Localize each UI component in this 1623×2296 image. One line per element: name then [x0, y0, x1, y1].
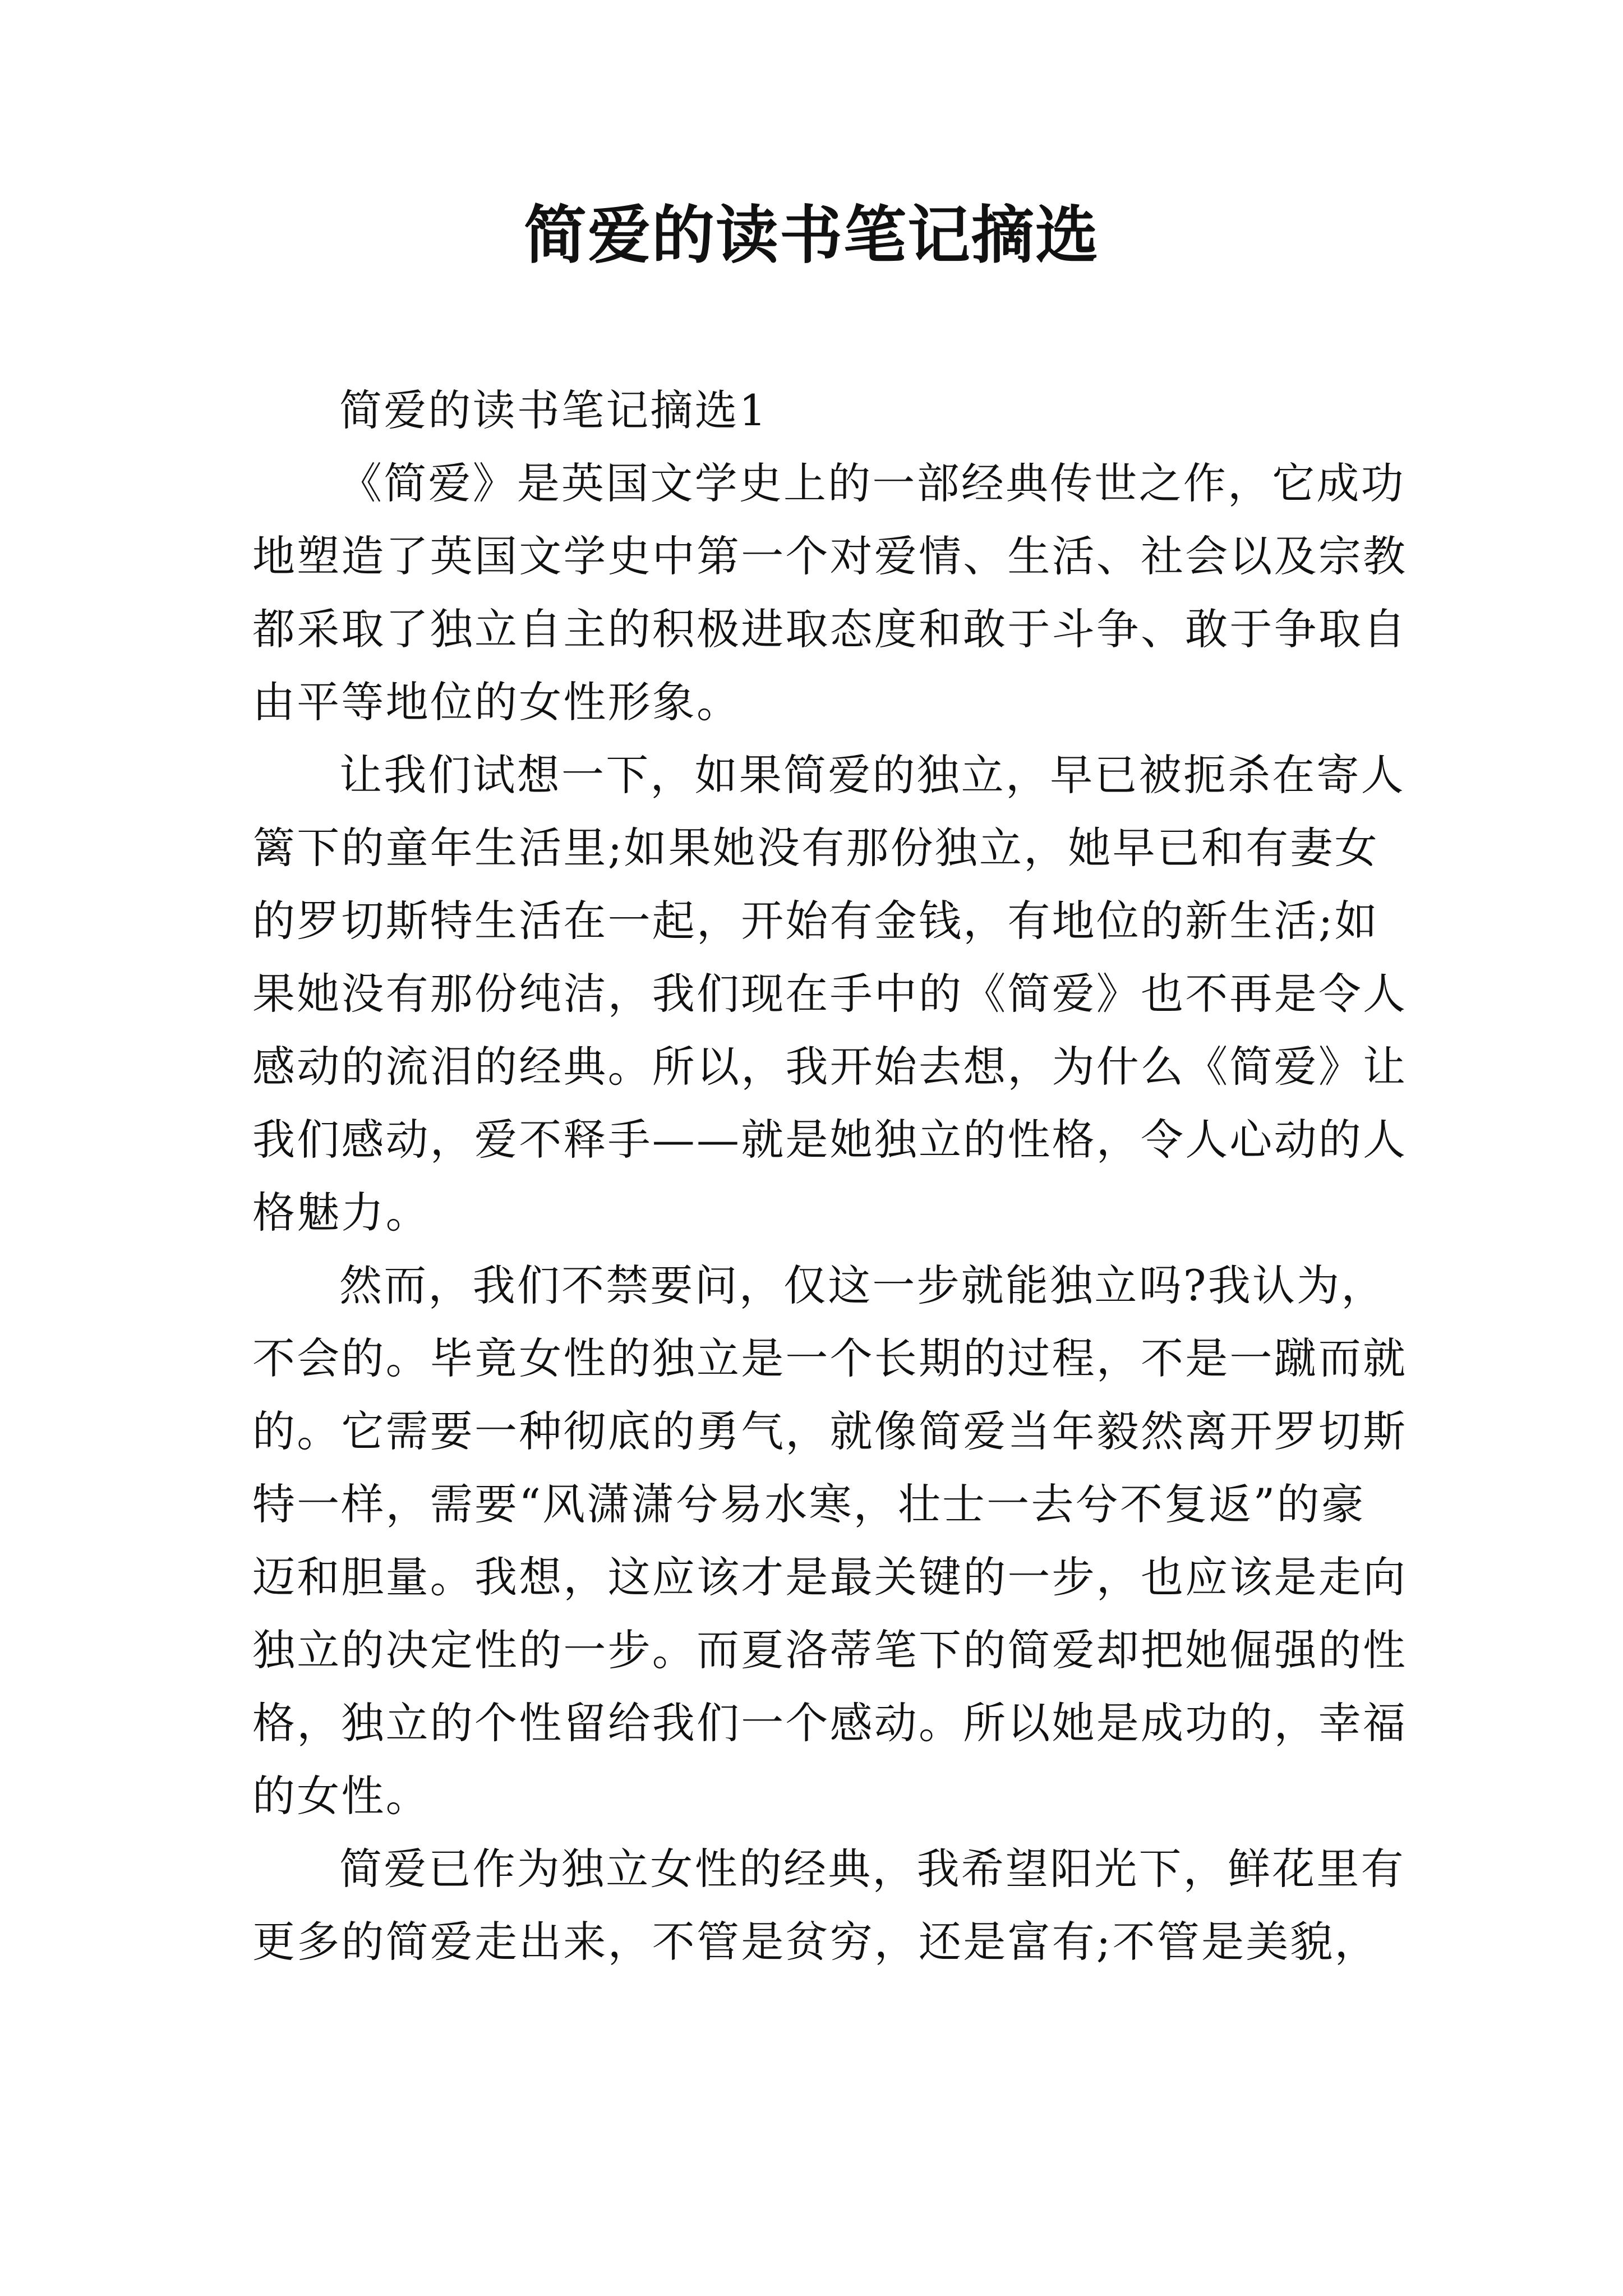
text-line: 篱下的童年生活里;如果她没有那份独立，她早已和有妻女	[252, 823, 1379, 873]
document-title: 简爱的读书笔记摘选	[524, 199, 1099, 272]
text-line: 我们感动，爱不释手——就是她独立的性格，令人心动的人	[252, 1115, 1408, 1165]
text-line: 更多的简爱走出来，不管是贫穷，还是富有;不管是美貌，	[252, 1917, 1379, 1967]
text-line: 迈和胆量。我想，这应该才是最关键的一步，也应该是走向	[252, 1552, 1408, 1602]
document-body	[252, 374, 1408, 1978]
text-line: 简爱已作为独立女性的经典，我希望阳光下，鲜花里有	[339, 1844, 1405, 1894]
text-line: 格魅力。	[252, 1188, 430, 1237]
text-line: 都采取了独立自主的积极进取态度和敢于斗争、敢于争取自	[252, 604, 1408, 654]
text-line: 由平等地位的女性形象。	[252, 677, 741, 727]
section-heading: 简爱的读书笔记摘选1	[339, 385, 768, 435]
text-line: 然而，我们不禁要问，仅这一步就能独立吗?我认为，	[339, 1260, 1386, 1310]
text-line: 《简爱》是英国文学史上的一部经典传世之作，它成功	[339, 458, 1405, 508]
text-line: 让我们试想一下，如果简爱的独立，早已被扼杀在寄人	[339, 750, 1405, 800]
text-line: 果她没有那份纯洁，我们现在手中的《简爱》也不再是令人	[252, 969, 1408, 1019]
text-line: 格，独立的个性留给我们一个感动。所以她是成功的，幸福	[252, 1698, 1408, 1748]
text-line: 不会的。毕竟女性的独立是一个长期的过程，不是一蹴而就	[252, 1333, 1408, 1383]
text-line: 的罗切斯特生活在一起，开始有金钱，有地位的新生活;如	[252, 896, 1379, 946]
text-line: 的女性。	[252, 1771, 430, 1821]
text-line: 独立的决定性的一步。而夏洛蒂笔下的简爱却把她倔强的性	[252, 1625, 1408, 1675]
text-line: 感动的流泪的经典。所以，我开始去想，为什么《简爱》让	[252, 1042, 1408, 1092]
text-line: 的。它需要一种彻底的勇气，就像简爱当年毅然离开罗切斯	[252, 1406, 1408, 1456]
text-line: 特一样，需要“风潇潇兮易水寒，壮士一去兮不复返”的豪	[252, 1479, 1366, 1529]
text-line: 地塑造了英国文学史中第一个对爱情、生活、社会以及宗教	[252, 531, 1408, 581]
